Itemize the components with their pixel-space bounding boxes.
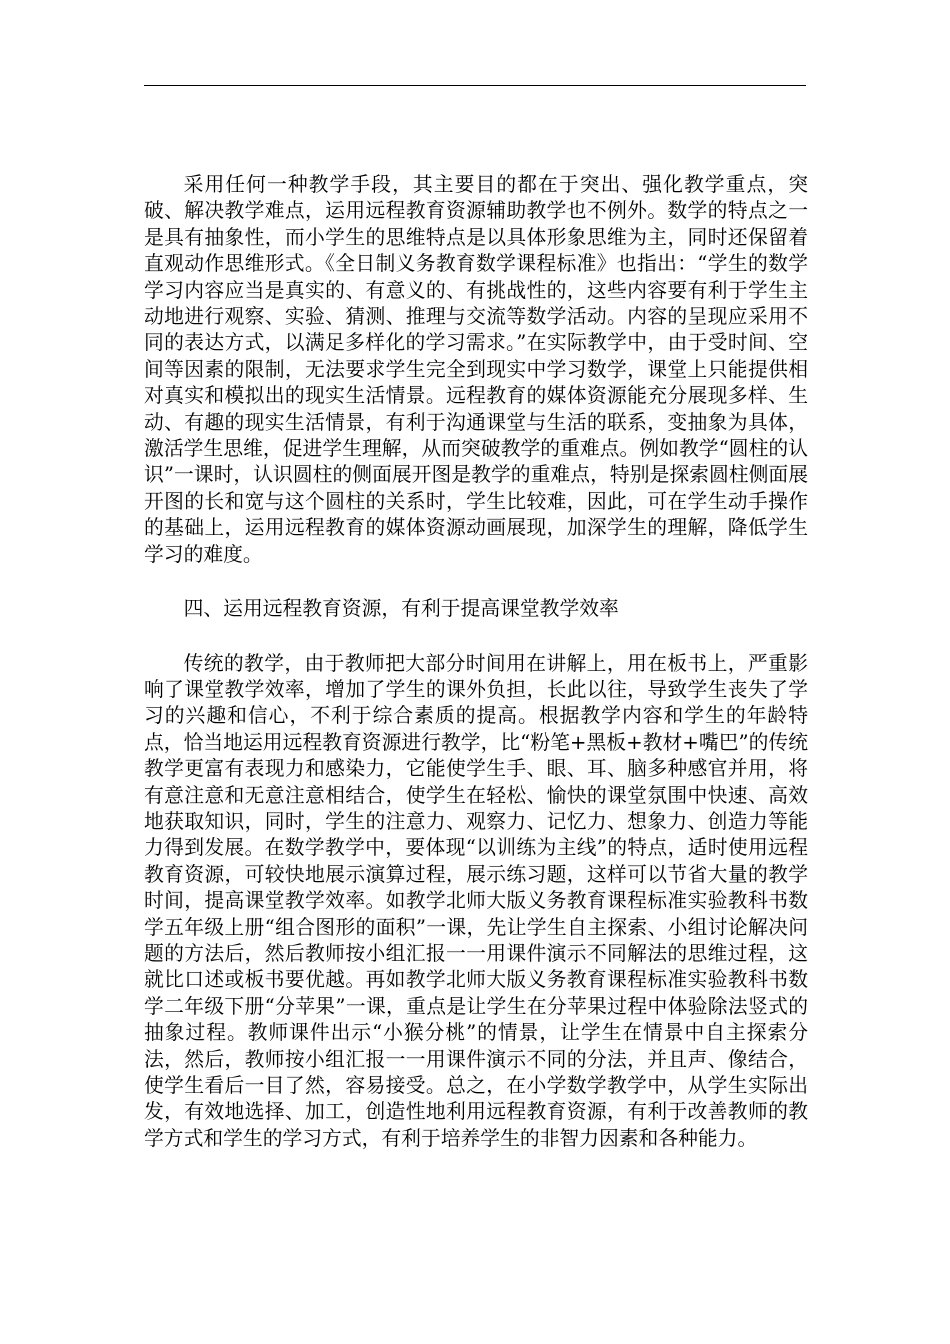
header-rule	[144, 85, 806, 86]
document-body	[144, 172, 808, 1152]
body-paragraph-2: 传统的教学，由于教师把大部分时间用在讲解上，用在板书上，严重影响了课堂教学效率，增加了学生的课外负担，长此以往，导致学生丧失了学习的兴趣和信心，不利于综合素质的提高。根据教学内容和学生的年龄特点，恰当地运用远程教育资源进行教学，比“粉笔+黑板+教材+嘴巴”的传统教学更富有表现力和感染力，它能使学生手、眼、耳、脑多种感官并用，将有意注意和无意注意相结合，使学生在轻松、愉快的课堂氛围中快速、高效地获取知识，同时，学生的注意力、观察力、记忆力、想象力、创造力等能力得到发展。在数学教学中，要体现“以训练为主线”的特点，适时使用远程教育资源，可较快地展示演算过程，展示练习题，这样可以节省大量的教学时间，提高课堂教学效率。如教学北师大版义务教育课程标准实验教科书数学五年级上册“组合图形的面积”一课，先让学生自主探索、小组讨论解决问题的方法后，然后教师按小组汇报一一用课件演示不同解法的思维过程，这就比口述或板书要优越。再如教学北师大版义务教育课程标准实验教科书数学二年级下册“分苹果”一课，重点是让学生在分苹果过程中体验除法竖式的抽象过程。教师课件出示“小猴分桃”的情景，让学生在情景中自主探索分法，然后，教师按小组汇报一一用课件演示不同的分法，并且声、像结合，使学生看后一目了然，容易接受。总之，在小学数学教学中，从学生实际出发，有效地选择、加工，创造性地利用远程教育资源，有利于改善教师的教学方式和学生的学习方式，有利于培养学生的非智力因素和各种能力。	[144, 651, 808, 1150]
body-paragraph-1: 采用任何一种教学手段，其主要目的都在于突出、强化教学重点，突破、解决教学难点，运用远程教育资源辅助教学也不例外。数学的特点之一是具有抽象性，而小学生的思维特点是以具体形象思维为主，同时还保留着直观动作思维形式。《全日制义务教育数学课程标准》也指出：“学生的数学学习内容应当是真实的、有意义的、有挑战性的，这些内容要有利于学生主动地进行观察、实验、猜测、推理与交流等数学活动。内容的呈现应采用不同的表达方式，以满足多样化的学习需求。”在实际教学中，由于受时间、空间等因素的限制，无法要求学生完全到现实中学习数学，课堂上只能提供相对真实和模拟出的现实生活情景。远程教育的媒体资源能充分展现多样、生动、有趣的现实生活情景，有利于沟通课堂与生活的联系，变抽象为具体，激活学生思维，促进学生理解，从而突破教学的重难点。例如教学“圆柱的认识”一课时，认识圆柱的侧面展开图是教学的重难点，特别是探索圆柱侧面展开图的长和宽与这个圆柱的关系时，学生比较难，因此，可在学生动手操作的基础上，运用远程教育的媒体资源动画展现，加深学生的理解，降低学生学习的难度。	[144, 173, 808, 566]
section-heading: 四、运用远程教育资源，有利于提高课堂教学效率	[183, 597, 619, 621]
